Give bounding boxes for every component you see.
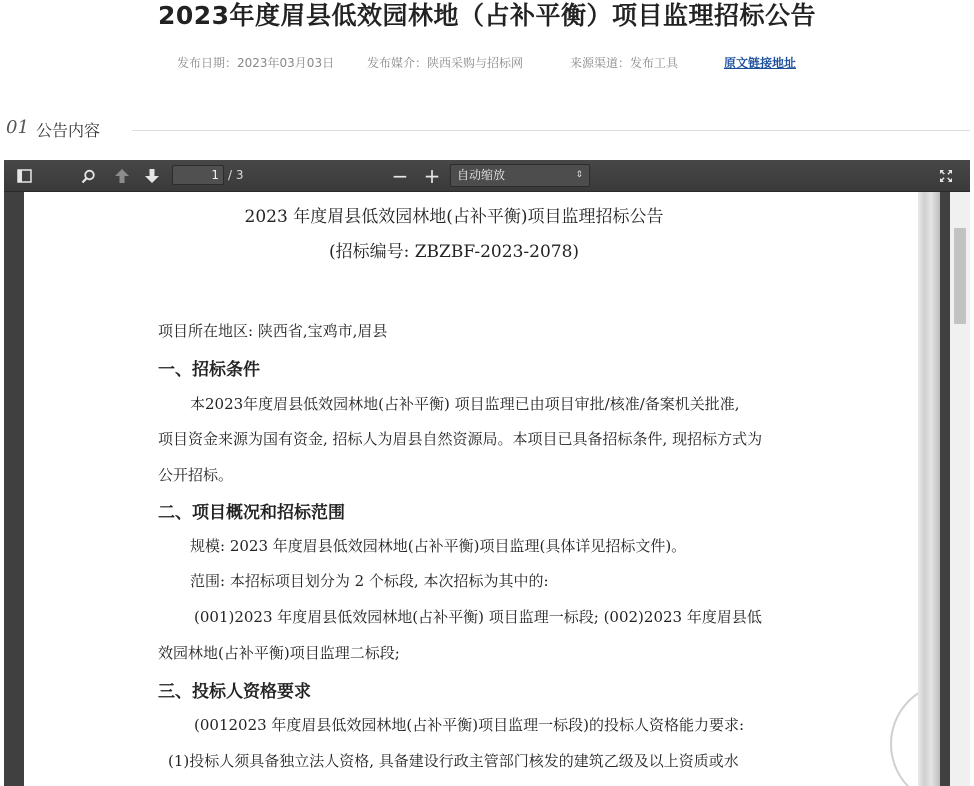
doc-code: (招标编号: ZBZBF-2023-2078) bbox=[328, 242, 580, 262]
section-divider bbox=[132, 130, 970, 131]
doc-paragraph: 规模: 2023 年度眉县低效园林地(占补平衡)项目监理(具体详见招标文件)。 bbox=[190, 537, 687, 555]
sidebar-toggle-icon[interactable] bbox=[12, 165, 36, 187]
doc-title: 2023 年度眉县低效园林地(占补平衡)项目监理招标公告 bbox=[244, 207, 664, 227]
zoom-value: 自动缩放 bbox=[457, 168, 506, 182]
zoom-out-button[interactable]: − bbox=[391, 164, 409, 188]
fullscreen-icon[interactable] bbox=[934, 165, 958, 187]
zoom-select[interactable] bbox=[450, 164, 590, 187]
doc-heading-1: 一、招标条件 bbox=[158, 360, 260, 380]
doc-paragraph: 项目资金来源为国有资金, 招标人为眉县自然资源局。本项目已具备招标条件, 现招标方式为 bbox=[158, 430, 763, 448]
doc-paragraph: (0012023 年度眉县低效园林地(占补平衡)项目监理一标段)的投标人资格能力要求: bbox=[194, 716, 745, 734]
pdf-page bbox=[24, 192, 932, 786]
scrollbar-thumb[interactable] bbox=[954, 228, 966, 324]
doc-paragraph: (1)投标人须具备独立法人资格, 具备建设行政主管部门核发的建筑乙级及以上资质或水 bbox=[168, 752, 739, 770]
doc-paragraph: 效园林地(占补平衡)项目监理二标段; bbox=[158, 644, 400, 662]
search-icon[interactable] bbox=[76, 165, 100, 187]
doc-heading-2: 二、项目概况和招标范围 bbox=[158, 503, 345, 523]
doc-paragraph: (001)2023 年度眉县低效园林地(占补平衡) 项目监理一标段; (002)2023 年度眉县低 bbox=[194, 608, 762, 626]
publish-media: 发布媒介：陕西采购与招标网 bbox=[367, 56, 524, 70]
doc-paragraph: 公开招标。 bbox=[158, 466, 234, 484]
page-scan-edge bbox=[918, 192, 940, 786]
doc-paragraph: 范围: 本招标项目划分为 2 个标段, 本次招标为其中的: bbox=[190, 572, 549, 590]
pdf-viewer bbox=[4, 160, 970, 786]
original-link-wrap bbox=[724, 55, 796, 71]
publish-date: 发布日期：2023年03月03日 bbox=[177, 56, 335, 70]
doc-paragraph: 本2023年度眉县低效园林地(占补平衡) 项目监理已由项目审批/核准/备案机关批准, bbox=[190, 395, 740, 413]
original-link[interactable]: 原文链接地址 bbox=[724, 56, 797, 70]
doc-region: 项目所在地区: 陕西省,宝鸡市,眉县 bbox=[158, 322, 388, 340]
select-arrow-icon: ⇕ bbox=[575, 170, 583, 180]
arrow-up-icon[interactable] bbox=[110, 165, 134, 187]
section-number: 01 bbox=[6, 117, 29, 138]
source-channel: 来源渠道：发布工具 bbox=[570, 56, 679, 70]
zoom-in-button[interactable]: + bbox=[423, 164, 441, 188]
section-title: 公告内容 bbox=[36, 121, 101, 140]
page-count: / 3 bbox=[228, 168, 244, 182]
doc-heading-3: 三、投标人资格要求 bbox=[158, 682, 311, 702]
page-title: 2023年度眉县低效园林地（占补平衡）项目监理招标公告 bbox=[157, 1, 817, 30]
pdf-toolbar bbox=[4, 160, 970, 192]
page-number-input[interactable] bbox=[172, 165, 224, 185]
arrow-down-icon[interactable] bbox=[140, 165, 164, 187]
